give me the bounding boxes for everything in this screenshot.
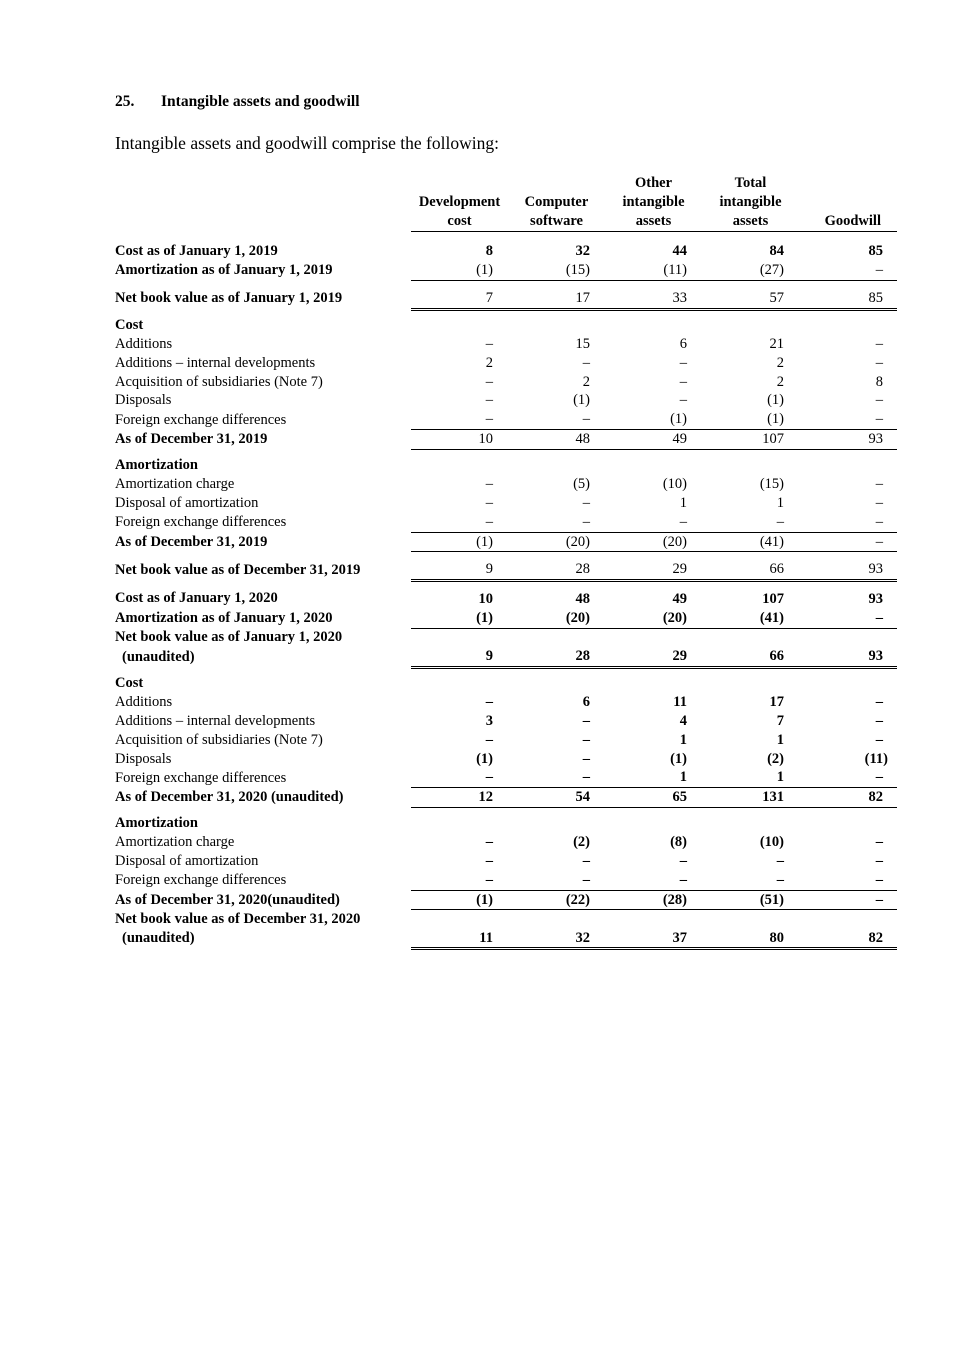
cell: –	[799, 532, 897, 552]
cell: 48	[508, 430, 605, 450]
row-label: Foreign exchange differences	[115, 411, 287, 428]
cell: 29	[605, 647, 702, 667]
cell: –	[875, 494, 883, 511]
cell: –	[485, 694, 493, 711]
cell: –	[485, 834, 493, 851]
row-label: Net book value as of December 31, 2020	[115, 910, 361, 927]
row-label: Acquisition of subsidiaries (Note 7)	[115, 731, 323, 748]
cell: –	[582, 853, 590, 869]
cell: 107	[702, 430, 799, 450]
cell: 49	[672, 591, 687, 608]
cell: 33	[605, 280, 702, 309]
cell: –	[875, 392, 883, 409]
cell: 65	[605, 788, 702, 808]
cell: 6	[582, 694, 590, 711]
section-title: Intangible assets and goodwill	[161, 93, 360, 110]
cell: (10)	[759, 834, 784, 851]
intro-text: Intangible assets and goodwill comprise the following:	[115, 133, 499, 153]
col-header: intangible	[719, 193, 782, 210]
cell: (2)	[573, 834, 590, 851]
row-label: Additions – internal developments	[115, 354, 316, 371]
table-row	[113, 890, 897, 910]
table-row	[113, 731, 897, 750]
col-header: Goodwill	[799, 212, 897, 232]
cell: 4	[679, 712, 687, 729]
table-row	[113, 335, 897, 354]
table-row	[113, 647, 897, 667]
cell: 93	[799, 552, 897, 581]
cell: 85	[868, 243, 883, 260]
cell: 12	[411, 788, 508, 808]
cell: 1	[605, 768, 702, 787]
row-label: Amortization as of January 1, 2019	[115, 262, 333, 279]
cell: 17	[508, 280, 605, 309]
cell: (1)	[605, 410, 702, 429]
cell: –	[875, 853, 883, 869]
cell: (1)	[411, 532, 508, 552]
cell: –	[411, 871, 508, 890]
cell: 82	[799, 929, 897, 949]
cell: –	[411, 513, 508, 532]
cell: 11	[673, 694, 687, 711]
section-row	[113, 667, 897, 693]
col-header: Computer	[524, 193, 589, 210]
cell: –	[485, 853, 493, 869]
cell: –	[679, 373, 687, 390]
cell: –	[582, 731, 590, 748]
section-heading	[115, 93, 360, 111]
cell: –	[875, 712, 883, 729]
row-label: Additions	[115, 694, 173, 711]
row-label: Additions – internal developments	[115, 712, 316, 729]
cell: –	[679, 354, 687, 371]
row-label: Disposals	[115, 392, 172, 409]
cell: 29	[605, 552, 702, 581]
cell: –	[508, 410, 605, 429]
row-label: Amortization	[115, 457, 198, 474]
cell: –	[411, 768, 508, 787]
cell: 84	[769, 243, 784, 260]
cell: –	[679, 392, 687, 409]
cell: (41)	[702, 532, 799, 552]
table-row	[113, 852, 897, 871]
cell: 54	[508, 788, 605, 808]
cell: –	[776, 853, 784, 869]
row-label: As of December 31, 2019	[115, 431, 268, 448]
cell: 93	[799, 430, 897, 450]
cell: (1)	[573, 392, 590, 409]
cell: 3	[485, 712, 493, 729]
cell: 1	[776, 494, 784, 511]
section-row	[113, 449, 897, 475]
cell: –	[702, 513, 799, 532]
cell: (20)	[605, 609, 702, 628]
table-row	[113, 354, 897, 373]
row-label: Amortization as of January 1, 2020	[115, 610, 333, 627]
cell: (1)	[767, 392, 784, 409]
cell: 2	[776, 354, 784, 371]
cell: 9	[411, 647, 508, 667]
col-header: assets	[605, 212, 702, 232]
row-label: Amortization charge	[115, 476, 235, 493]
table-row	[113, 242, 897, 261]
row-label: Net book value as of December 31, 2019	[115, 561, 361, 578]
row-label: Additions	[115, 336, 173, 353]
cell: (41)	[702, 609, 799, 628]
cell: (1)	[411, 609, 508, 628]
col-header: intangible	[622, 193, 685, 210]
cell: 57	[702, 280, 799, 309]
cell: 49	[605, 430, 702, 450]
cell: 66	[702, 552, 799, 581]
col-header: cost	[411, 212, 508, 232]
cell: (11)	[605, 261, 702, 280]
cell: –	[875, 694, 883, 711]
col-header	[411, 174, 508, 193]
cell: 10	[478, 591, 493, 608]
table-row	[113, 833, 897, 852]
cell: (11)	[864, 750, 888, 767]
row-label: (unaudited)	[122, 648, 195, 665]
header-corner	[113, 212, 411, 232]
col-header	[799, 174, 897, 193]
cell: 37	[605, 929, 702, 949]
cell: 21	[769, 336, 784, 353]
row-label: Foreign exchange differences	[115, 872, 287, 889]
cell: 44	[672, 243, 687, 260]
row-label: Disposal of amortization	[115, 494, 259, 511]
col-header: Total	[734, 175, 767, 191]
row-label: (unaudited)	[122, 930, 195, 947]
row-label: Cost	[115, 317, 144, 334]
cell: 80	[702, 929, 799, 949]
row-label: As of December 31, 2020(unaudited)	[115, 891, 340, 908]
row-label: Cost as of January 1, 2019	[115, 243, 278, 260]
row-label: As of December 31, 2020 (unaudited)	[115, 789, 344, 806]
table-row	[113, 910, 897, 929]
row-label: Cost as of January 1, 2020	[115, 590, 278, 607]
table-row	[113, 410, 897, 429]
cell: 85	[799, 280, 897, 309]
cell: –	[605, 513, 702, 532]
col-header: Other	[634, 175, 673, 191]
cell: 9	[411, 552, 508, 581]
cell: –	[508, 768, 605, 787]
table-row	[113, 871, 897, 890]
cell: (51)	[702, 890, 799, 910]
cell: –	[508, 513, 605, 532]
cell: (15)	[759, 476, 784, 493]
cell: 2	[582, 373, 590, 390]
table-row	[113, 929, 897, 949]
cell: 1	[776, 731, 784, 748]
cell: 11	[411, 929, 508, 949]
cell: (15)	[508, 261, 605, 280]
cell: 10	[411, 430, 508, 450]
table-row	[113, 532, 897, 552]
cell: –	[485, 392, 493, 409]
cell: 17	[769, 694, 784, 711]
cell: 6	[679, 336, 687, 353]
cell: –	[485, 476, 493, 493]
cell: 2	[776, 373, 784, 390]
col-header	[508, 174, 605, 193]
cell: –	[582, 494, 590, 511]
cell: –	[485, 336, 493, 353]
table-row	[113, 712, 897, 731]
cell: –	[875, 354, 883, 371]
col-header: Development	[418, 193, 501, 210]
cell: 107	[762, 591, 784, 608]
cell: (20)	[605, 532, 702, 552]
cell: –	[411, 410, 508, 429]
cell: –	[702, 871, 799, 890]
cell: –	[875, 834, 883, 851]
cell: (5)	[573, 476, 590, 493]
cell: (8)	[670, 834, 687, 851]
cell: –	[605, 871, 702, 890]
cell: 131	[702, 788, 799, 808]
cell: 48	[575, 591, 590, 608]
cell: 8	[485, 243, 493, 260]
cell: (27)	[702, 261, 799, 280]
table-row	[113, 373, 897, 392]
cell: 93	[868, 591, 883, 608]
cell: (1)	[411, 261, 508, 280]
cell: 82	[799, 788, 897, 808]
row-label: Cost	[115, 675, 144, 692]
cell: 8	[875, 373, 883, 390]
header-corner	[113, 193, 411, 212]
cell: –	[582, 712, 590, 729]
table-row	[113, 768, 897, 787]
section-number: 25.	[115, 93, 135, 110]
row-label: Disposal of amortization	[115, 853, 259, 869]
cell: (1)	[411, 890, 508, 910]
table-row	[113, 628, 897, 647]
table-row	[113, 391, 897, 410]
cell: –	[799, 609, 897, 628]
cell: 28	[508, 647, 605, 667]
table-row	[113, 475, 897, 494]
section-row	[113, 309, 897, 335]
cell: (20)	[508, 532, 605, 552]
table-row	[113, 750, 897, 769]
col-header: assets	[702, 212, 799, 232]
row-label: Disposals	[115, 750, 172, 767]
cell: –	[582, 750, 590, 767]
intangible-assets-table	[113, 174, 897, 950]
table-row	[113, 494, 897, 513]
cell: 1	[679, 494, 687, 511]
cell: (20)	[508, 609, 605, 628]
cell: 1	[702, 768, 799, 787]
header-corner	[113, 174, 411, 193]
cell: –	[485, 731, 493, 748]
row-label: As of December 31, 2019	[115, 533, 268, 550]
table-row	[113, 280, 897, 309]
row-label: Foreign exchange differences	[115, 514, 287, 530]
row-label: Net book value as of January 1, 2019	[115, 290, 343, 307]
cell: –	[508, 871, 605, 890]
cell: (1)	[476, 750, 493, 767]
cell: –	[875, 476, 883, 493]
col-header	[799, 193, 897, 212]
row-label: Amortization charge	[115, 834, 235, 851]
cell: 7	[776, 712, 784, 729]
cell: (2)	[767, 750, 784, 767]
cell: (22)	[508, 890, 605, 910]
cell: –	[799, 513, 897, 532]
cell: 7	[411, 280, 508, 309]
cell: 15	[575, 336, 590, 353]
cell: 2	[485, 354, 493, 371]
table-row	[113, 430, 897, 450]
col-header: software	[508, 212, 605, 232]
table-row	[113, 581, 897, 609]
table-row	[113, 609, 897, 628]
table-row	[113, 261, 897, 280]
cell: –	[485, 373, 493, 390]
cell: –	[799, 261, 897, 280]
cell: (1)	[670, 750, 687, 767]
cell: 93	[799, 647, 897, 667]
row-label: Foreign exchange differences	[115, 769, 287, 786]
table-row	[113, 693, 897, 712]
cell: –	[799, 768, 897, 787]
cell: –	[875, 336, 883, 353]
row-label: Amortization	[115, 815, 198, 832]
table-row	[113, 552, 897, 581]
row-label: Net book value as of January 1, 2020	[115, 629, 343, 646]
table-row	[113, 788, 897, 808]
cell: –	[582, 354, 590, 371]
section-row	[113, 807, 897, 833]
table-row	[113, 513, 897, 532]
cell: 32	[508, 929, 605, 949]
row-label: Acquisition of subsidiaries (Note 7)	[115, 373, 323, 390]
cell: 28	[508, 552, 605, 581]
cell: (28)	[605, 890, 702, 910]
cell: –	[799, 410, 897, 429]
cell: (10)	[662, 476, 687, 493]
cell: –	[679, 853, 687, 869]
cell: 32	[575, 243, 590, 260]
cell: –	[485, 494, 493, 511]
cell: –	[875, 731, 883, 748]
cell: –	[799, 890, 897, 910]
cell: –	[799, 871, 897, 890]
cell: (1)	[702, 410, 799, 429]
cell: 66	[702, 647, 799, 667]
cell: 1	[679, 731, 687, 748]
